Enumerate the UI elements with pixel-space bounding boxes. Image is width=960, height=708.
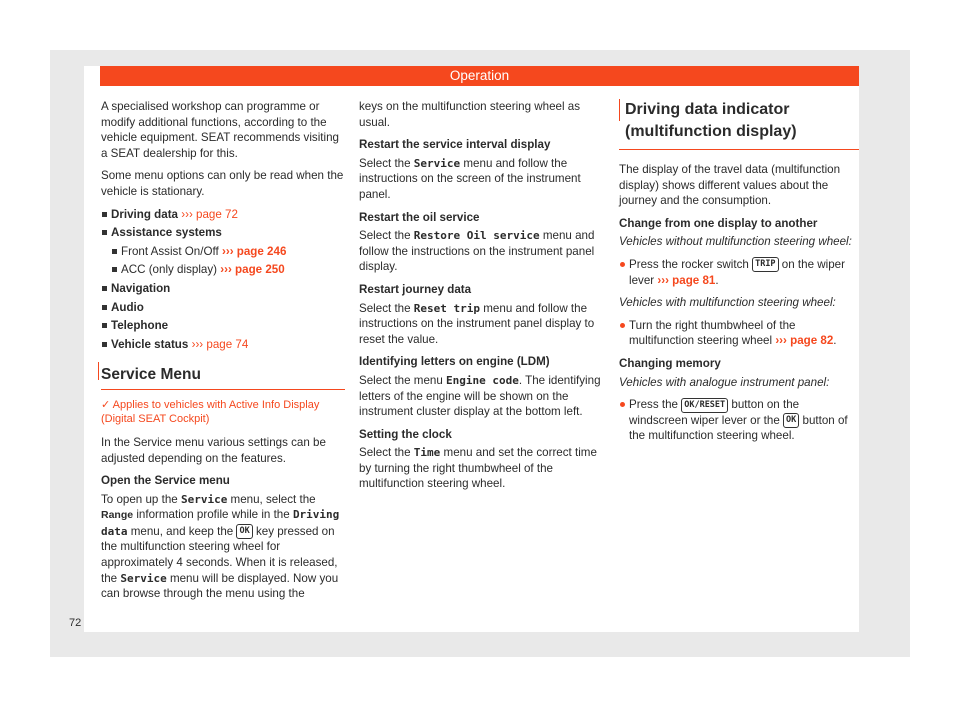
oil-paragraph: Select the Restore Oil service menu and follow the instructions on the instrument panel display. [359,229,595,274]
intro-paragraph: The display of the travel data (multifunction display) shows different values about the journey and the consumption. [619,163,841,208]
list-item: Front Assist On/Off ››› page 246 [111,244,345,260]
settings-paragraph: In the Service menu various settings can be adjusted depending on the features. [101,435,326,465]
intro-paragraph-2: Some menu options can only be read when the vehicle is stationary. [101,169,344,198]
driving-data-title: Driving data indicator (multifunction display) [619,99,859,150]
applies-note: ✓ Applies to vehicles with Active Info Display (Digital SEAT Cockpit) [101,398,320,425]
ldm-paragraph: Select the menu Engine code. The identifying letters of the engine will be shown on the instrument cluster display at the bottom left. [359,373,601,419]
without-label: Vehicles without multifunction steering wheel: [619,235,852,249]
page-link[interactable]: ››› page 246 [221,244,287,258]
page-link[interactable]: ››› page 72 [181,207,238,221]
column-3 [619,99,859,451]
with-label: Vehicles with multifunction steering wheel: [619,296,836,310]
list-item: Turn the right thumbwheel of the multifunction steering wheel ››› page 82. [619,318,859,349]
check-icon: ✓ [101,398,111,411]
list-item: Press the OK/RESET button on the windscreen wiper lever or the OK button of the multifunction steering wheel. [619,397,859,444]
section-header: Operation [100,66,859,86]
list-item: Press the rocker switch TRIP on the wiper lever ››› page 81. [619,257,859,288]
ldm-heading: Identifying letters on engine (LDM) [359,355,550,369]
page-number: 72 [69,617,82,629]
ok-key-icon: OK [236,524,252,539]
clock-paragraph: Select the Time menu and set the correct time by turning the right thumbwheel of the multifunction steering wheel. [359,446,597,491]
oil-heading: Restart the oil service [359,210,480,224]
interval-heading: Restart the service interval display [359,138,551,152]
intro-paragraph: A specialised workshop can programme or modify additional functions, according to the vehicle equipment. SEAT recommends visiting a SEAT dealership for this. [101,100,339,160]
open-paragraph: To open up the Service menu, select the Range information profile while in the Driving data menu, and keep the OK key pressed on the multifunction steering wheel for approximately 4 seconds. When it is released, the Service menu will be displayed. Now you can browse through the menu using the [101,492,340,601]
page-link[interactable]: ››› page 74 [191,337,249,351]
change-heading: Change from one display to another [619,216,818,230]
service-menu-title: Service Menu [101,367,345,390]
list-item: Navigation [101,281,345,297]
list-item: Assistance systems [101,225,345,241]
journey-heading: Restart journey data [359,282,472,296]
keys-paragraph: keys on the multifunction steering wheel as usual. [359,100,581,129]
list-item: Driving data ››› page 72 [101,207,345,223]
memory-heading: Changing memory [619,356,721,370]
list-item: Audio [101,300,345,316]
journey-paragraph: Select the Reset trip menu and follow the instructions on the instrument panel display to reset the value. [359,301,595,346]
clock-heading: Setting the clock [359,427,452,441]
ok-key-icon: OK [783,413,799,428]
list-item: Vehicle status ››› page 74 [101,337,345,353]
okreset-key-icon: OK/RESET [681,398,728,413]
page-link[interactable]: ››› page 82 [775,334,834,348]
list-item: ACC (only display) ››› page 250 [111,262,345,278]
page-link[interactable]: ››› page 81 [657,273,716,287]
page-link[interactable]: ››› page 250 [220,263,285,277]
trip-key-icon: TRIP [752,257,778,272]
column-1 [101,99,345,609]
interval-paragraph: Select the Service menu and follow the instructions on the screen of the instrument panel. [359,156,581,201]
list-item: Telephone [101,318,345,334]
open-heading: Open the Service menu [101,474,230,488]
column-2 [359,99,601,499]
analogue-label: Vehicles with analogue instrument panel: [619,375,830,389]
